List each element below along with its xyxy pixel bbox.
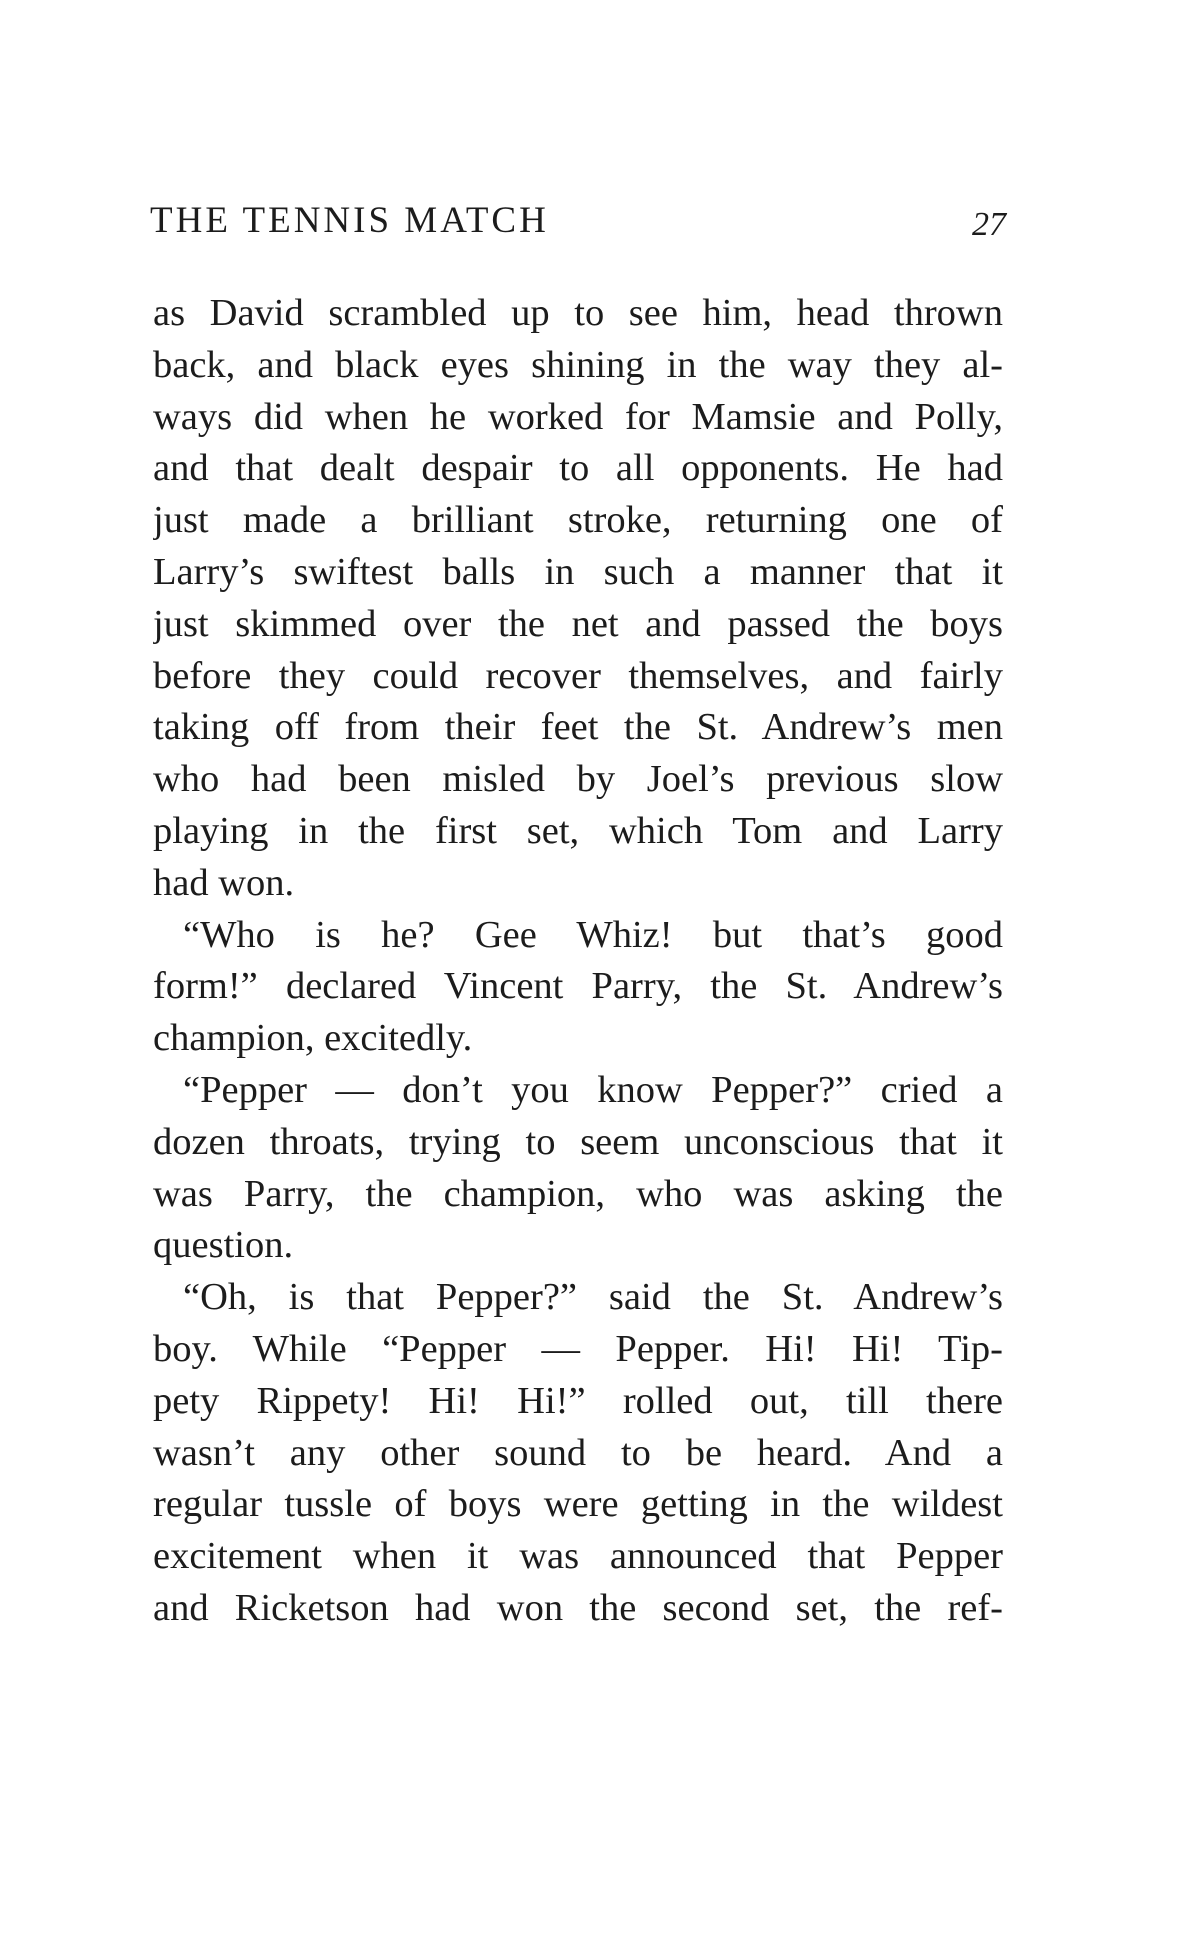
text-line: who had been misled by Joel’s previous slow	[153, 758, 1003, 801]
text-line: taking off from their feet the St. Andrew’s men	[153, 706, 1003, 749]
text-line: and Ricketson had won the second set, the ref-	[153, 1586, 1003, 1629]
text-line: as David scrambled up to see him, head thrown	[153, 292, 1003, 334]
text-line: “Oh, is that Pepper?” said the St. Andrew’s	[183, 1276, 1003, 1319]
text-line: before they could recover themselves, and fairly	[153, 654, 1003, 697]
text-line: was Parry, the champion, who was asking the	[153, 1172, 1003, 1215]
text-line: back, and black eyes shining in the way they al-	[153, 343, 1003, 386]
text-line: champion, excitedly.	[153, 1017, 473, 1060]
text-line: “Pepper — don’t you know Pepper?” cried a	[183, 1068, 1003, 1111]
text-line: excitement when it was announced that Pepper	[153, 1535, 1003, 1578]
page-number: 27	[972, 206, 1006, 243]
body-text	[153, 288, 1003, 1635]
text-line: Larry’s swiftest balls in such a manner that it	[153, 550, 1003, 593]
text-line: form!” declared Vincent Parry, the St. Andrew’s	[153, 965, 1003, 1008]
text-line: regular tussle of boys were getting in the wildest	[153, 1483, 1003, 1526]
text-line: “Who is he? Gee Whiz! but that’s good	[183, 913, 1003, 956]
text-line: playing in the first set, which Tom and Larry	[153, 809, 1003, 852]
text-line: just made a brilliant stroke, returning one of	[153, 499, 1003, 542]
text-line: ways did when he worked for Mamsie and Polly,	[153, 395, 1003, 438]
text-line: just skimmed over the net and passed the boys	[153, 602, 1003, 645]
text-line: and that dealt despair to all opponents. He had	[153, 447, 1003, 490]
text-line: had won.	[153, 861, 295, 904]
text-line: boy. While “Pepper — Pepper. Hi! Hi! Tip-	[153, 1327, 1003, 1370]
running-head	[150, 196, 1006, 246]
running-title: THE TENNIS MATCH	[150, 200, 549, 241]
text-line: dozen throats, trying to seem unconscious that it	[153, 1120, 1003, 1163]
text-line: wasn’t any other sound to be heard. And a	[153, 1431, 1003, 1474]
text-line: question.	[153, 1224, 294, 1267]
text-line: pety Rippety! Hi! Hi!” rolled out, till there	[153, 1379, 1003, 1422]
